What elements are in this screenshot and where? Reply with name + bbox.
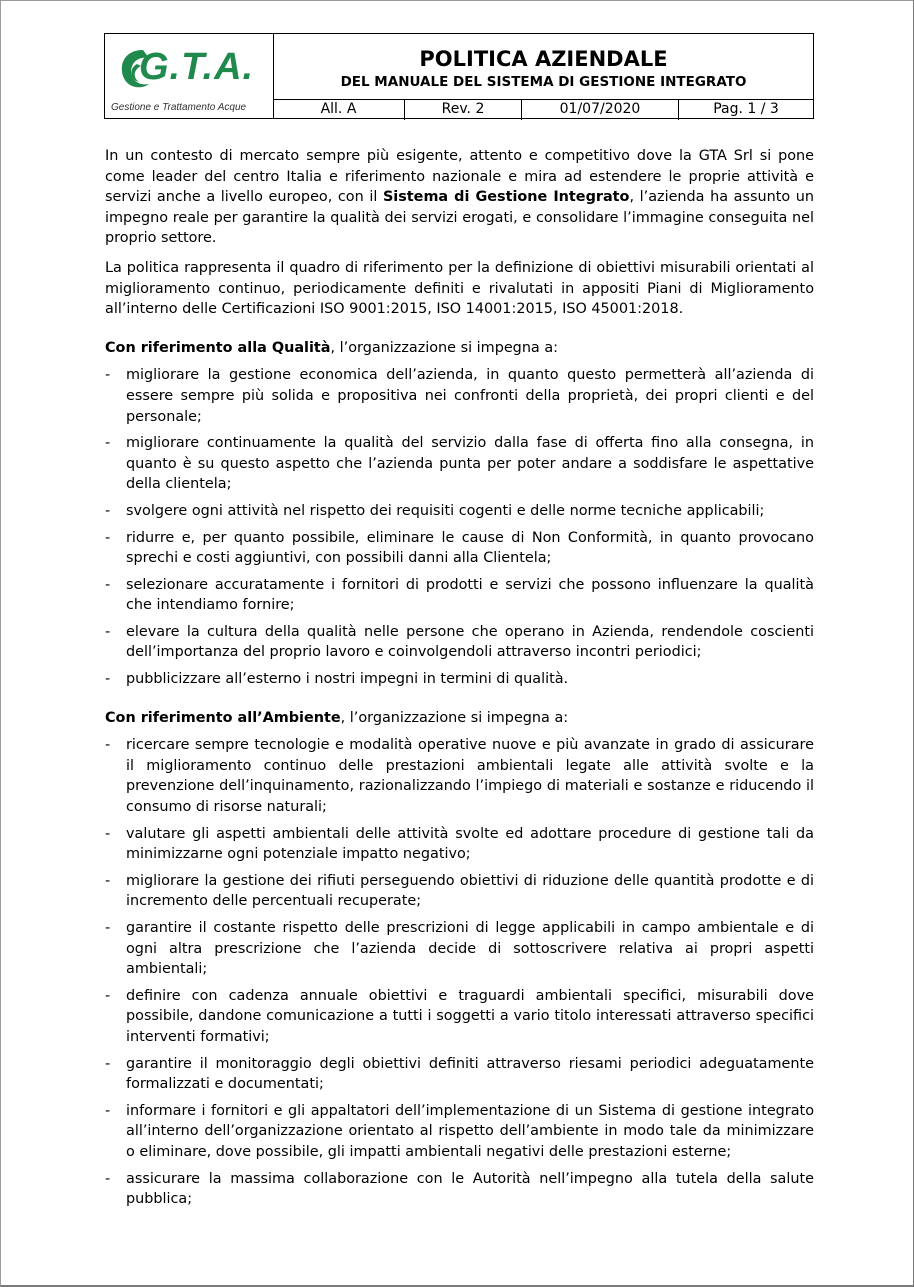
list-item: - migliorare la gestione dei rifiuti perseguendo obiettivi di riduzione delle quantità prodotte e di incremento delle percentuali recuperate; [105,872,814,910]
list-item: - valutare gli aspetti ambientali delle attività svolte ed adottare procedure di gestione tali da minimizzarne ogni potenziale impatto negativo; [105,825,814,863]
list-item: - migliorare la gestione economica dell’azienda, in quanto questo permetterà all’azienda di essere sempre più solida e propositiva nei confronti della proprietà, dei propri clienti e del personale; [105,367,814,425]
environment-commitments-list [105,735,814,1209]
allegato-cell: All. A [273,100,405,120]
list-item: - informare i fornitori e gli appaltatori dell’implementazione di un Sistema di gestione integrato all’interno dell’organizzazione orientato al rispetto dell’ambiente in modo tale da minimizzare o eliminare, dove possibile, gli impatti ambientali negativi delle prestazioni esterne; [105,1102,814,1160]
list-item: - assicurare la massima collaborazione con le Autorità nell’impegno alla tutela della salute pubblica; [105,1170,814,1208]
page-number-cell: Pag. 1 / 3 [713,101,779,117]
intro-paragraph-1: In un contesto di mercato sempre più esigente, attento e competitivo dove la GTA Srl si pone come leader del centro Italia e riferimento nazionale e mira ad estendere le proprie attività e servizi anche a livello europeo, con il Sistema di Gestione Integrato, l’azienda ha assunto un impegno reale per garantire la qualità dei servizi erogati, e consolidare l’immagine conseguita nel proprio settore. [105,148,814,247]
document-title: POLITICA AZIENDALE [419,47,668,71]
quality-section-heading: Con riferimento alla Qualità, l’organizzazione si impegna a: [105,339,558,356]
list-item: - garantire il costante rispetto delle prescrizioni di legge applicabili in campo ambientale e di ogni altra prescrizione che l’azienda decide di sottoscrivere relativa ai propri aspetti ambientali; [105,920,814,978]
document-meta-row [273,99,813,120]
sgi-bold-term: Sistema di Gestione Integrato [382,189,630,206]
list-item: - selezionare accuratamente i fornitori di prodotti e servizi che possono influenzare la qualità che intendiamo fornire; [105,576,814,614]
quality-commitments-list [105,365,814,689]
list-item: - garantire il monitoraggio degli obiettivi definiti attraverso riesami periodici adeguatamente formalizzati e documentati; [105,1055,814,1093]
list-item: - ricercare sempre tecnologie e modalità operative nuove e più avanzate in grado di assicurare il miglioramento continuo delle prestazioni ambientali legate alle attività svolte e la prevenzione dell’inquinamento, razionalizzando l’impiego di materiali e sostanze e riducendo il consumo di risorse naturali; [105,737,814,816]
list-item: - migliorare continuamente la qualità del servizio dalla fase di offerta fino alla consegna, in quanto è su questo aspetto che l’azienda punta per poter andare a soddisfare le aspettative della clientela; [105,435,814,493]
list-item: - ridurre e, per quanto possibile, eliminare le cause di Non Conformità, in quanto provocano sprechi e costi aggiuntivi, con possibili danni alla Clientela; [105,529,814,567]
date-cell: 01/07/2020 [522,100,679,120]
document-title-block [274,34,813,99]
revision-cell: Rev. 2 [405,100,522,120]
intro-paragraph-2: La politica rappresenta il quadro di riferimento per la definizione di obiettivi misurabili orientati al miglioramento continuo, periodicamente definiti e rivalutati in appositi Piani di Miglioramento all’interno delle Certificazioni ISO 9001:2015, ISO 14001:2015, ISO 45001:2018. [105,259,814,318]
list-item: - pubblicizzare all’esterno i nostri impegni in termini di qualità. [105,671,569,688]
list-item: - elevare la cultura della qualità nelle persone che operano in Azienda, rendendole coscienti dell’importanza del proprio lavoro e coinvolgendoli attraverso incontri periodici; [105,623,814,661]
company-logo [105,34,274,118]
list-item: - definire con cadenza annuale obiettivi e traguardi ambientali specifici, misurabili dove possibile, dandone comunicazione a tutti i soggetti a vario titolo interessati attraverso specifici interventi formativi; [105,987,814,1045]
list-item: - svolgere ogni attività nel rispetto dei requisiti cogenti e delle norme tecniche applicabili; [105,502,765,519]
logo-subtitle: Gestione e Trattamento Acque [111,102,247,113]
logo-text: G.T.A. [139,46,255,88]
environment-section-heading: Con riferimento all’Ambiente, l’organizzazione si impegna a: [105,709,569,726]
document-header [104,33,814,119]
document-body [105,146,814,1222]
document-subtitle: DEL MANUALE DEL SISTEMA DI GESTIONE INTEGRATO [340,74,747,90]
